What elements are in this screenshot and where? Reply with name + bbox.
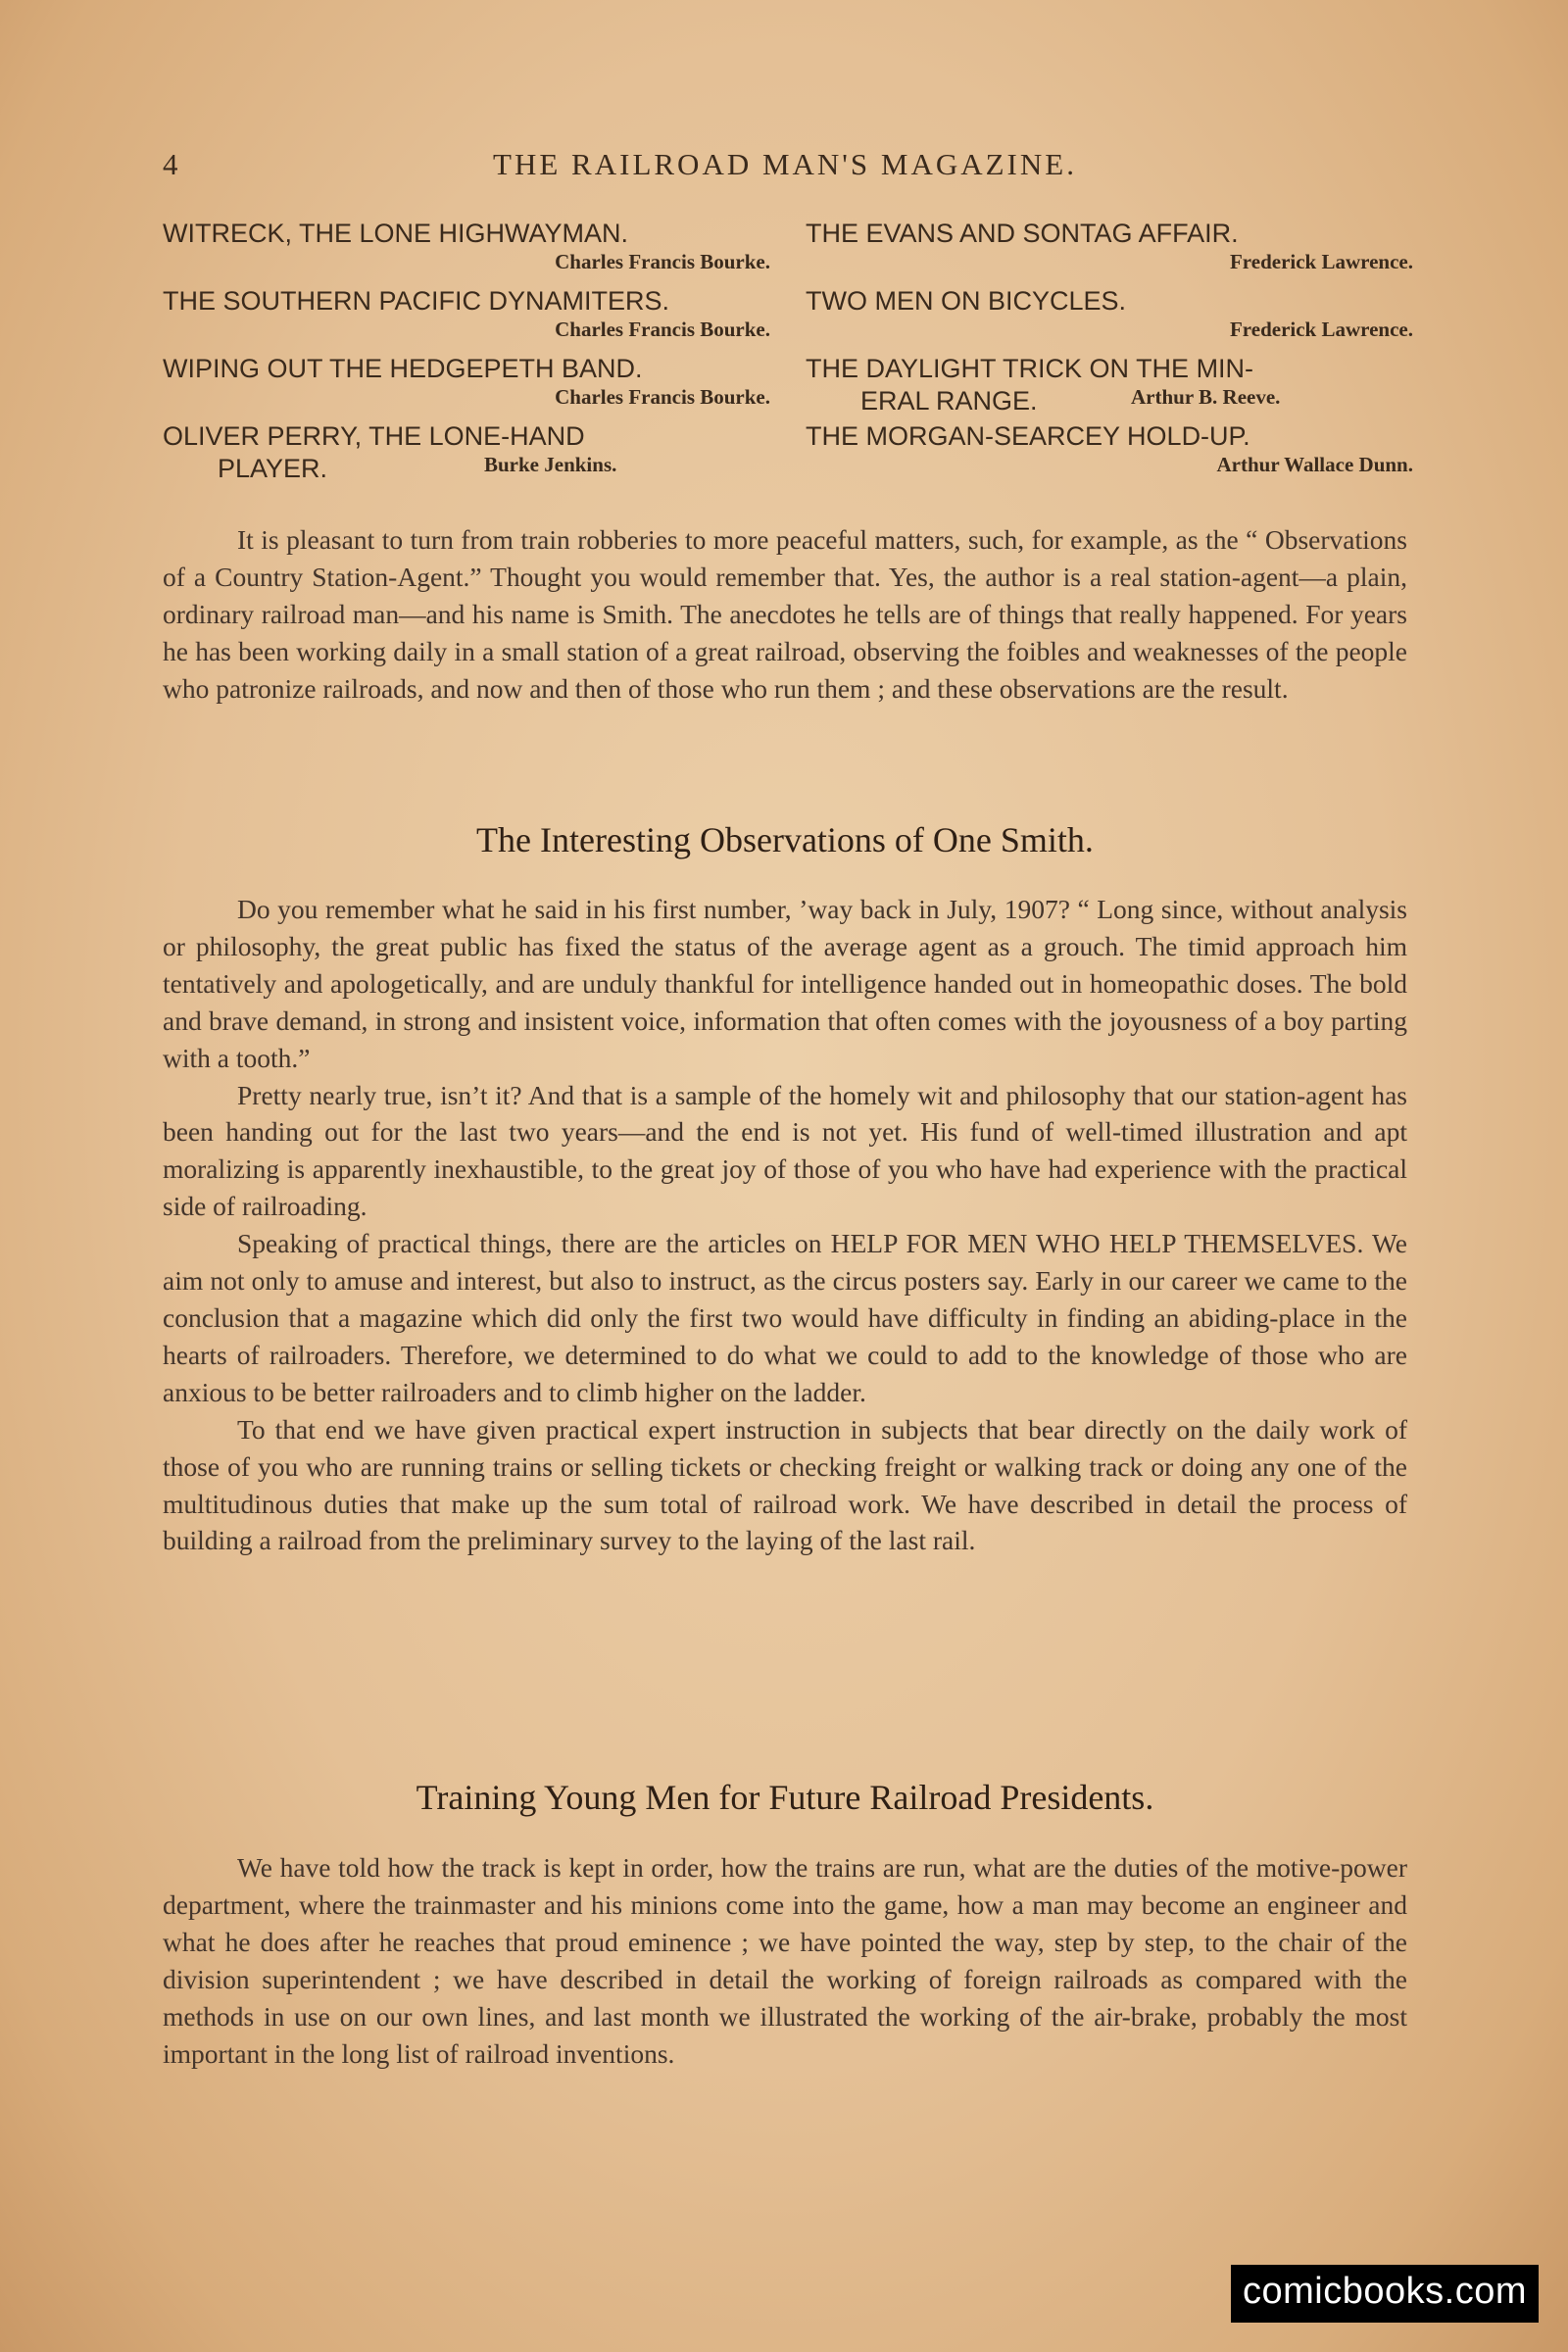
- story-entry: [806, 353, 1413, 420]
- story-entry: [163, 218, 770, 285]
- section-heading-training: Training Young Men for Future Railroad Presidents.: [416, 1778, 1154, 1817]
- story-author: Arthur B. Reeve.: [1131, 385, 1281, 409]
- section-heading-smith: The Interesting Observations of One Smith.: [476, 820, 1094, 859]
- section-smith-body: [163, 891, 1407, 1559]
- story-entry: [163, 420, 770, 488]
- body-paragraph: We have told how the track is kept in order, how the trains are run, what are the duties of the motive-power department, where the trainmaster and his minions come into the game, how a man may become an engineer and what he does after he reaches that proud eminence ; we have pointed the way, step by step, to the chair of the division superintendent ; we have described in detail the working of foreign railroads as compared with the methods in use on our own lines, and last month we illustrated the working of the air-brake, probably the most important in the long list of railroad inventions.: [163, 1852, 1407, 2069]
- body-paragraph: Do you remember what he said in his first number, ’way back in July, 1907? “ Long since, without analysis or philosophy, the great public has fixed the status of the average agent as a grouch. The timid approach him tentatively and apologetically, and are unduly thankful for intelligence handed out in homeopathic doses. The bold and brave demand, in strong and insistent voice, information that often comes with the joyousness of a boy parting with a tooth.”: [163, 894, 1407, 1073]
- story-entry: [163, 353, 770, 420]
- story-entry: [806, 420, 1413, 488]
- story-title: THE SOUTHERN PACIFIC DYNAMITERS.: [163, 286, 670, 316]
- story-author: Burke Jenkins.: [484, 453, 617, 476]
- intro-paragraph-block: [163, 521, 1407, 708]
- story-list-left-column: [163, 218, 770, 488]
- story-list: [163, 218, 1413, 487]
- story-title: WITRECK, THE LONE HIGHWAYMAN.: [163, 219, 629, 248]
- story-title: THE MORGAN-SEARCEY HOLD-UP.: [806, 421, 1250, 451]
- story-author: Arthur Wallace Dunn.: [1216, 453, 1413, 476]
- story-entry: [806, 285, 1413, 353]
- page-header: [163, 147, 1407, 196]
- story-author: Frederick Lawrence.: [1229, 250, 1413, 273]
- body-paragraph: Pretty nearly true, isn’t it? And that is a sample of the homely wit and philosophy that our station-agent has been handing out for the last two years—and the end is not yet. His fund of well-timed illustration and apt moralizing is apparently inexhaustible, to the great joy of those of you who have had experience with the practical side of railroading.: [163, 1079, 1407, 1222]
- story-author: Frederick Lawrence.: [1229, 318, 1413, 341]
- site-watermark: comicbooks.com: [1231, 2265, 1539, 2323]
- body-paragraph: To that end we have given practical expert instruction in subjects that bear directly on the daily work of those of you who are running trains or selling tickets or checking freight or walking track or doing any one of the multitudinous duties that make up the sum total of railroad work. We have described in detail the process of building a railroad from the preliminary survey to the laying of the last rail.: [163, 1413, 1407, 1556]
- story-title-continued: ERAL RANGE.: [860, 386, 1038, 416]
- story-title: THE DAYLIGHT TRICK ON THE MIN-: [806, 354, 1254, 383]
- story-title: OLIVER PERRY, THE LONE-HAND: [163, 421, 585, 451]
- intro-paragraph: It is pleasant to turn from train robberies to more peaceful matters, such, for example, as the “ Observations of a Country Station-Agent.” Thought you would remember that. Yes, the author is a real station-agent—a plain, ordinary railroad man—and his name is Smith. The anecdotes he tells are of things that really happened. For years he has been working daily in a small station of a great railroad, observing the foibles and weaknesses of the people who patronize railroads, and now and then of those who run them ; and these observations are the result.: [163, 524, 1407, 704]
- page-number: 4: [163, 147, 178, 181]
- story-author: Charles Francis Bourke.: [555, 385, 770, 409]
- story-author: Charles Francis Bourke.: [555, 318, 770, 341]
- body-paragraph: Speaking of practical things, there are the articles on HELP FOR MEN WHO HELP THEMSELVES. We aim not only to amuse and interest, but also to instruct, as the circus posters say. Early in our career we came to the conclusion that a magazine which did only the first two would have difficulty in finding an abiding-place in the hearts of railroaders. Therefore, we determined to do what we could to add to the knowledge of those who are anxious to be better railroaders and to climb higher on the ladder.: [163, 1228, 1407, 1407]
- running-head: THE RAILROAD MAN'S MAGAZINE.: [493, 147, 1077, 181]
- story-title: THE EVANS AND SONTAG AFFAIR.: [806, 219, 1239, 248]
- story-author: Charles Francis Bourke.: [555, 250, 770, 273]
- story-title: WIPING OUT THE HEDGEPETH BAND.: [163, 354, 643, 383]
- story-title: TWO MEN ON BICYCLES.: [806, 286, 1127, 316]
- story-entry: [806, 218, 1413, 285]
- story-list-right-column: [806, 218, 1413, 488]
- section-training-body: [163, 1849, 1407, 2072]
- story-entry: [163, 285, 770, 353]
- story-title-continued: PLAYER.: [218, 454, 328, 483]
